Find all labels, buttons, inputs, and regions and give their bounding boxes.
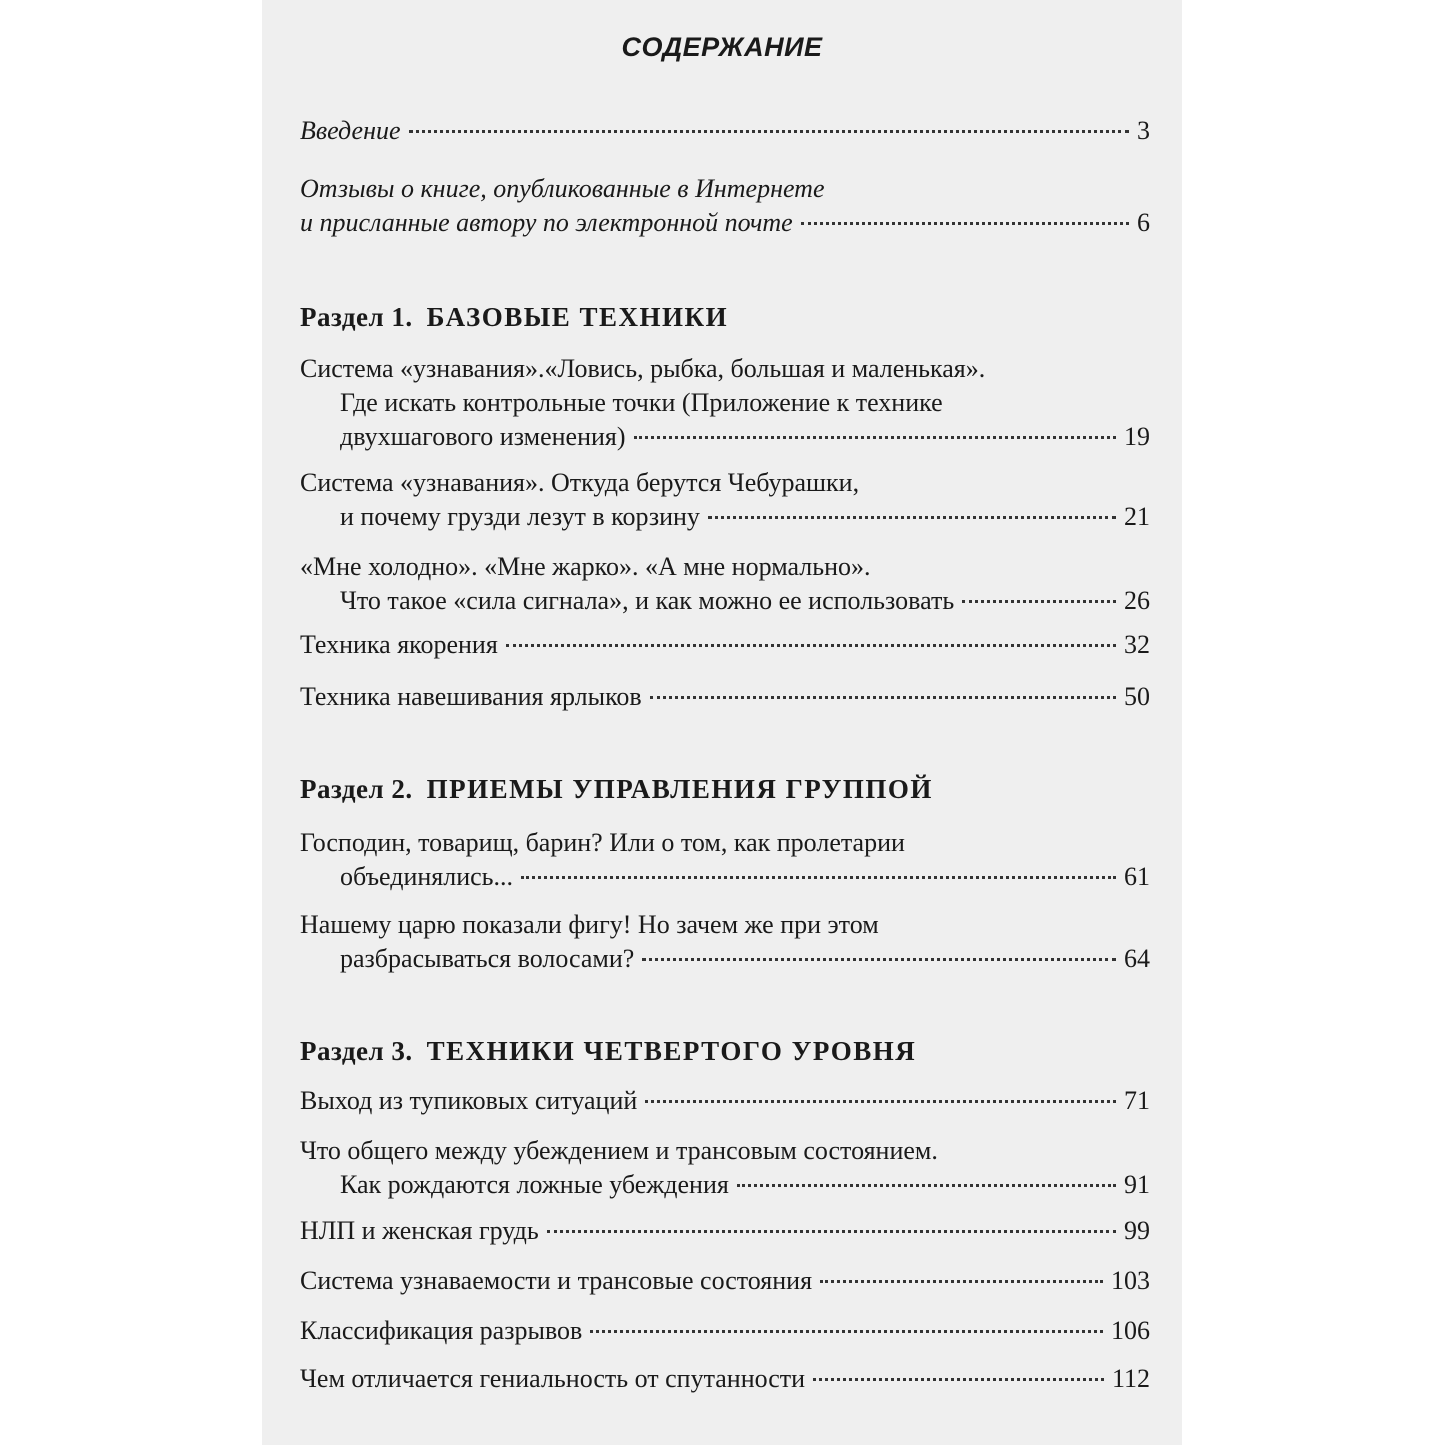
toc-entry-text: Система узнаваемости и трансовые состояния xyxy=(300,1266,813,1295)
leader-dots xyxy=(547,1230,1116,1233)
toc-entry-text: Чем отличается гениальность от спутанности xyxy=(300,1364,806,1393)
toc-entry-text: Что такое «сила сигнала», и как можно ее использовать xyxy=(340,586,955,615)
leader-dots xyxy=(590,1330,1103,1333)
toc-page-number: 3 xyxy=(1137,116,1150,145)
section-name: ТЕХНИКИ ЧЕТВЕРТОГО УРОВНЯ xyxy=(426,1036,917,1066)
toc-entry[interactable] xyxy=(300,1264,1150,1298)
toc-entry[interactable] xyxy=(300,1214,1150,1248)
leader-dots xyxy=(521,876,1116,879)
leader-dots xyxy=(634,436,1116,439)
toc-entry-text: Где искать контрольные точки (Приложение к технике xyxy=(340,388,943,417)
toc-entry-text: Техника якорения xyxy=(300,630,498,659)
leader-dots xyxy=(708,516,1116,519)
toc-entry-text: Нашему царю показали фигу! Но зачем же при этом xyxy=(300,910,879,939)
toc-page-number: 32 xyxy=(1124,630,1150,659)
toc-entry[interactable] xyxy=(300,628,1150,662)
toc-entry-intro[interactable] xyxy=(300,114,1150,148)
leader-dots xyxy=(962,600,1116,603)
toc-entry[interactable] xyxy=(300,1314,1150,1348)
leader-dots xyxy=(642,958,1116,961)
toc-entry-text: разбрасываться волосами? xyxy=(340,944,635,973)
leader-dots xyxy=(650,696,1116,699)
toc-entry-text: Техника навешивания ярлыков xyxy=(300,682,642,711)
toc-page-number: 103 xyxy=(1111,1266,1150,1295)
section-label: Раздел 2. xyxy=(300,774,413,804)
toc-page-number: 6 xyxy=(1137,208,1150,237)
section-name: БАЗОВЫЕ ТЕХНИКИ xyxy=(426,302,729,332)
toc-page-number: 26 xyxy=(1124,586,1150,615)
toc-entry-reviews[interactable] xyxy=(300,172,1150,240)
toc-page-number: 106 xyxy=(1111,1316,1150,1345)
leader-dots xyxy=(506,644,1116,647)
toc-page-number: 99 xyxy=(1124,1216,1150,1245)
toc-entry[interactable] xyxy=(300,826,1150,894)
toc-page-number: 19 xyxy=(1124,422,1150,451)
toc-page-number: 112 xyxy=(1111,1364,1150,1393)
toc-entry[interactable] xyxy=(300,352,1150,454)
toc-entry-text: Что общего между убеждением и трансовым состоянием. xyxy=(300,1136,938,1165)
section-name: ПРИЕМЫ УПРАВЛЕНИЯ ГРУППОЙ xyxy=(426,774,933,804)
toc-entry-text: Введение xyxy=(300,116,401,145)
toc-page-number: 64 xyxy=(1124,944,1150,973)
toc-entry-text: «Мне холодно». «Мне жарко». «А мне нормально». xyxy=(300,552,871,581)
toc-entry-text: Отзывы о книге, опубликованные в Интернете xyxy=(300,174,825,203)
leader-dots xyxy=(820,1280,1103,1283)
toc-entry-text: Как рождаются ложные убеждения xyxy=(340,1170,729,1199)
toc-entry-text: Господин, товарищ, барин? Или о том, как пролетарии xyxy=(300,828,905,857)
toc-entry-text: двухшагового изменения) xyxy=(340,422,626,451)
toc-entry-text: и присланные автору по электронной почте xyxy=(300,208,793,237)
toc-entry-text: Выход из тупиковых ситуаций xyxy=(300,1086,638,1115)
toc-page-number: 71 xyxy=(1124,1086,1150,1115)
toc-entry-text: Система «узнавания».«Ловись, рыбка, большая и маленькая». xyxy=(300,354,986,383)
toc-entry-text: Классификация разрывов xyxy=(300,1316,583,1345)
section-label: Раздел 3. xyxy=(300,1036,413,1066)
section-label: Раздел 1. xyxy=(300,302,413,332)
toc-entry-text: и почему грузди лезут в корзину xyxy=(340,502,700,531)
toc-entry[interactable] xyxy=(300,1134,1150,1202)
toc-page-number: 61 xyxy=(1124,862,1150,891)
leader-dots xyxy=(409,130,1129,133)
section-heading-2 xyxy=(300,774,933,805)
toc-entry[interactable] xyxy=(300,466,1150,534)
toc-page-number: 50 xyxy=(1124,682,1150,711)
toc-entry[interactable] xyxy=(300,680,1150,714)
toc-entry[interactable] xyxy=(300,1084,1150,1118)
toc-entry[interactable] xyxy=(300,550,1150,618)
toc-entry-text: Система «узнавания». Откуда берутся Чебурашки, xyxy=(300,468,860,497)
toc-page-number: 91 xyxy=(1124,1170,1150,1199)
toc-entry[interactable] xyxy=(300,908,1150,976)
leader-dots xyxy=(645,1100,1116,1103)
leader-dots xyxy=(737,1184,1116,1187)
toc-page-number: 21 xyxy=(1124,502,1150,531)
book-page xyxy=(262,0,1182,1445)
toc-entry-text: НЛП и женская грудь xyxy=(300,1216,539,1245)
section-heading-3 xyxy=(300,1036,916,1067)
toc-entry[interactable] xyxy=(300,1362,1150,1396)
section-heading-1 xyxy=(300,302,728,333)
leader-dots xyxy=(801,222,1129,225)
toc-entry-text: объединялись... xyxy=(340,862,514,891)
leader-dots xyxy=(813,1378,1104,1381)
page-title: СОДЕРЖАНИЕ xyxy=(621,32,823,62)
